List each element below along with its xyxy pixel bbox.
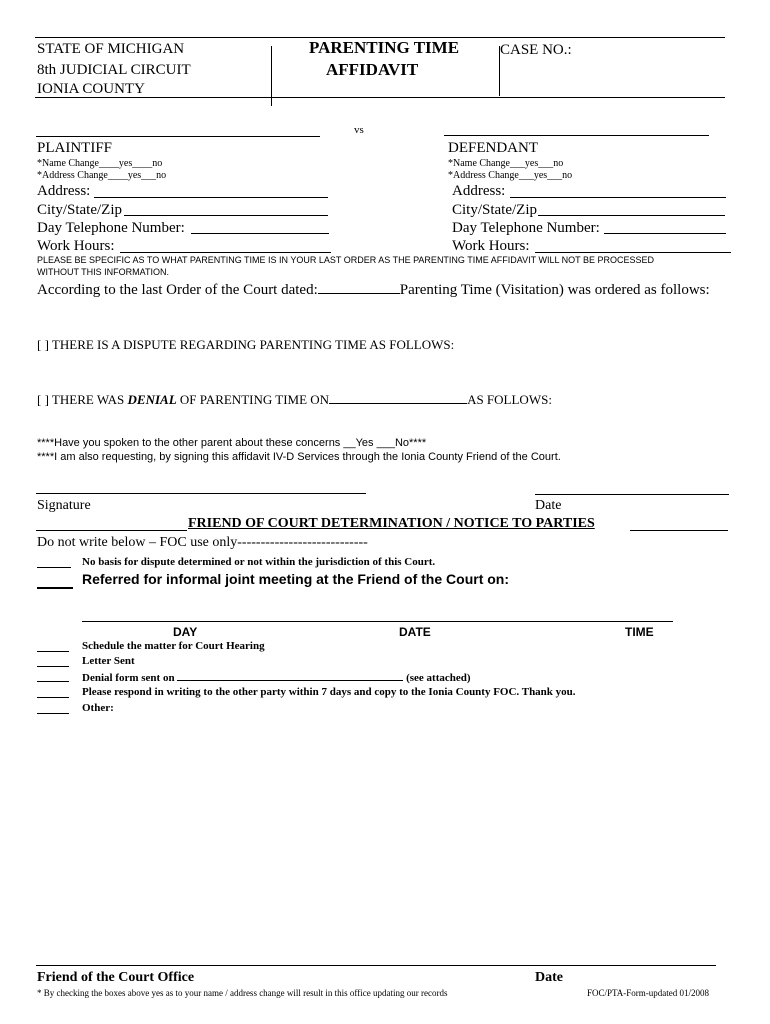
defendant-work-field[interactable] bbox=[535, 252, 731, 253]
denial-suffix: AS FOLLOWS: bbox=[467, 392, 552, 407]
no-basis-blank[interactable] bbox=[37, 567, 71, 568]
spoken-question: ****Have you spoken to the other parent about these concerns __Yes ___No**** bbox=[37, 437, 427, 449]
date-label: Date bbox=[535, 498, 562, 513]
defendant-address-change[interactable]: *Address Change___yes___no bbox=[448, 170, 573, 181]
order-prefix: According to the last Order of the Court dated: bbox=[37, 282, 318, 298]
order-suffix: Parenting Time (Visitation) was ordered as follows: bbox=[399, 282, 710, 298]
defendant-address-field[interactable] bbox=[510, 197, 726, 198]
col-date: DATE bbox=[399, 625, 431, 639]
please-respond-blank[interactable] bbox=[37, 697, 69, 698]
denial-emphasis: DENIAL bbox=[127, 392, 177, 407]
other-text: Other: bbox=[82, 702, 114, 714]
denial-form-date-field[interactable] bbox=[177, 670, 403, 681]
referred-text: Referred for informal joint meeting at the Friend of the Court on: bbox=[82, 571, 510, 587]
denial-form-text bbox=[82, 670, 471, 684]
footer-office: Friend of the Court Office bbox=[37, 970, 195, 985]
plaintiff-city-label: City/State/Zip bbox=[37, 202, 122, 218]
header-state: STATE OF MICHIGAN bbox=[37, 41, 185, 57]
footer-date: Date bbox=[535, 970, 563, 985]
plaintiff-address-field[interactable] bbox=[94, 197, 328, 198]
footer-note: * By checking the boxes above yes as to your name / address change will result in this office updating our records bbox=[37, 988, 448, 998]
dispute-checkbox-line[interactable]: [ ] THERE IS A DISPUTE REGARDING PARENTING TIME AS FOLLOWS: bbox=[37, 337, 455, 352]
no-basis-text: No basis for dispute determined or not within the jurisdiction of this Court. bbox=[82, 556, 436, 568]
defendant-heading: DEFENDANT bbox=[448, 140, 538, 156]
col-time: TIME bbox=[625, 625, 654, 639]
defendant-work-label: Work Hours: bbox=[452, 238, 530, 254]
plaintiff-phone-label: Day Telephone Number: bbox=[37, 220, 185, 236]
defendant-name-line[interactable] bbox=[444, 135, 709, 136]
plaintiff-address-change[interactable]: *Address Change____yes___no bbox=[37, 170, 167, 181]
defendant-phone-label: Day Telephone Number: bbox=[452, 220, 600, 236]
denial-prefix: [ ] THERE WAS bbox=[37, 392, 128, 407]
denial-date-field[interactable] bbox=[329, 391, 467, 404]
plaintiff-name-change[interactable]: *Name Change____yes____no bbox=[37, 158, 163, 169]
plaintiff-work-field[interactable] bbox=[120, 252, 331, 253]
schedule-hearing-blank[interactable] bbox=[37, 651, 69, 652]
plaintiff-heading: PLAINTIFF bbox=[37, 140, 113, 156]
letter-sent-text: Letter Sent bbox=[82, 655, 135, 667]
defendant-city-field[interactable] bbox=[538, 215, 725, 216]
form-title-line1: PARENTING TIME bbox=[309, 38, 460, 57]
vs-label: vs bbox=[354, 124, 364, 136]
signature-label: Signature bbox=[37, 498, 91, 513]
schedule-hearing-text: Schedule the matter for Court Hearing bbox=[82, 640, 265, 652]
date-line[interactable] bbox=[535, 494, 729, 495]
defendant-phone-field[interactable] bbox=[604, 233, 726, 234]
foc-use-only: Do not write below – FOC use only---------------------------- bbox=[37, 535, 368, 550]
plaintiff-name-line[interactable] bbox=[36, 136, 320, 137]
defendant-city-label: City/State/Zip bbox=[452, 202, 537, 218]
header-county: IONIA COUNTY bbox=[37, 81, 145, 97]
foc-heading-rule-left bbox=[36, 530, 187, 531]
plaintiff-city-field[interactable] bbox=[124, 215, 328, 216]
header-circuit: 8th JUDICIAL CIRCUIT bbox=[37, 62, 191, 78]
plaintiff-address-label: Address: bbox=[37, 183, 91, 199]
col-day: DAY bbox=[173, 625, 198, 639]
case-no-label: CASE NO.: bbox=[500, 42, 572, 58]
plaintiff-work-label: Work Hours: bbox=[37, 238, 115, 254]
foc-heading-rule-right bbox=[630, 530, 728, 531]
please-respond-text: Please respond in writing to the other party within 7 days and copy to the Ionia County FOC. Thank you. bbox=[82, 686, 576, 698]
form-title-line2: AFFIDAVIT bbox=[326, 60, 419, 79]
denial-mid: OF PARENTING TIME ON bbox=[176, 392, 330, 407]
see-attached: (see attached) bbox=[406, 672, 471, 684]
foc-heading: FRIEND OF COURT DETERMINATION / NOTICE TO PARTIES bbox=[188, 516, 595, 531]
ivd-request: ****I am also requesting, by signing this affidavit IV-D Services through the Ionia County Friend of the Court. bbox=[37, 451, 561, 463]
other-blank[interactable] bbox=[37, 713, 69, 714]
signature-line[interactable] bbox=[36, 493, 366, 494]
footer-form-id: FOC/PTA-Form-updated 01/2008 bbox=[587, 988, 710, 998]
defendant-address-label: Address: bbox=[452, 183, 506, 199]
meeting-schedule-line[interactable] bbox=[82, 621, 673, 622]
plaintiff-phone-field[interactable] bbox=[191, 233, 329, 234]
defendant-name-change[interactable]: *Name Change___yes___no bbox=[448, 158, 564, 169]
order-statement bbox=[37, 281, 710, 299]
denial-form-label: Denial form sent on bbox=[82, 672, 175, 684]
letter-sent-blank[interactable] bbox=[37, 666, 69, 667]
denial-checkbox-line[interactable] bbox=[37, 391, 552, 408]
order-date-field[interactable] bbox=[318, 281, 400, 294]
notice-line-1: PLEASE BE SPECIFIC AS TO WHAT PARENTING TIME IS IN YOUR LAST ORDER AS THE PARENTING TIME AFFIDAVIT WILL NOT BE PROCESSED bbox=[37, 255, 654, 265]
denial-form-blank[interactable] bbox=[37, 681, 69, 682]
referred-blank[interactable] bbox=[37, 587, 73, 589]
footer-rule bbox=[36, 965, 716, 966]
notice-line-2: WITHOUT THIS INFORMATION. bbox=[37, 267, 169, 277]
